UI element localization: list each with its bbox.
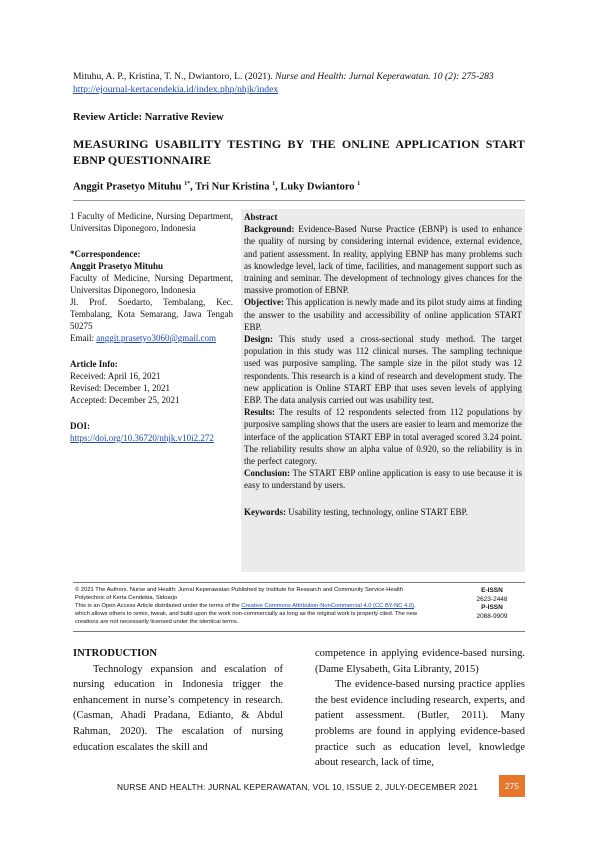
body-column-right xyxy=(315,646,525,771)
article-sidebar xyxy=(70,210,233,444)
correspondence-email: Email: anggit.prasetyo3060@gmail.com xyxy=(70,333,217,343)
intro-paragraph-1: Technology expansion and escalation of nursing education in Indonesia trigger the enhancement in nurse’s competency in research. (Casman, Ahadi Pradana, Edianto, & Abdul Rahman, 2020). The escalation of nursing education escalates the skill and xyxy=(73,663,283,753)
correspondence-address: Jl. Prof. Soedarto, Tembalang, Kec. Tembalang, Kota Semarang, Jawa Tengah 50275 xyxy=(70,297,233,331)
issn-block: E-ISSN 2623-2448 P-ISSN 2088-9909 xyxy=(476,587,508,620)
article-info-heading: Article Info: xyxy=(70,359,118,369)
paper-title: MEASURING USABILITY TESTING BY THE ONLINE APPLICATION START EBNP QUESTIONNAIRE xyxy=(73,137,525,167)
email-link[interactable]: anggit.prasetyo3060@gmail.com xyxy=(96,333,217,343)
journal-url-link[interactable]: http://ejournal-kertacendekia.id/index.php/nhjk/index xyxy=(73,84,279,95)
affiliation: 1 Faculty of Medicine, Nursing Department, Universitas Diponegoro, Indonesia xyxy=(70,211,233,233)
abstract-background: Background: Evidence-Based Nurse Practice (EBNP) is used to enhance the quality of nursing by considering internal evidence, external evidence, and patient assessment. In reality, applying EBNP has many problems such as knowledge level, lack of time, facilities, and management support such as training and seminar. The development of technology gives chances for the massive promotion of EBNP. xyxy=(244,224,522,296)
abstract-objective: Objective: This application is newly made and its pilot study aims at finding the answer to the usability and accessibility of online application START EBP. xyxy=(244,297,522,332)
correspondence-dept: Faculty of Medicine, Nursing Department, Universitas Diponegoro, Indonesia xyxy=(70,273,233,295)
abstract-design: Design: This study used a cross-sectional study method. The target population in this study was 112 clinical nurses. The sampling technique used was purposive sampling. The sample size in the pilot study was 12 respondents. This research is a kind of research and development study. The new application is Online START EBP that uses seven levels of applying EBP. The data analysis carried out was usability test. xyxy=(244,334,522,406)
doi-heading: DOI: xyxy=(70,421,90,431)
intro-heading: INTRODUCTION xyxy=(73,648,158,659)
correspondence-name: Anggit Prasetyo Mituhu xyxy=(70,261,163,271)
title-divider xyxy=(73,200,525,201)
citation-authors: Mituhu, A. P., Kristina, T. N., Dwiantoro, L. (2021). xyxy=(73,71,276,82)
doi-link[interactable]: https://doi.org/10.36720/nhjk.v10i2.272 xyxy=(70,433,214,443)
copyright-notice xyxy=(73,582,525,632)
revised-date: Revised: December 1, 2021 xyxy=(70,383,170,393)
author-list: Anggit Prasetyo Mituhu $^{1*}$, Tri Nur Kristina $^1$, Luky Dwiantoro $^1$ xyxy=(73,181,361,193)
intro-paragraph-2: The evidence-based nursing practice applies the best evidence including research, experts, and patient assessment. (Butler, 2011). Many problems are found in applying evidence-based practice such as education level, knowledge about research, lack of time, xyxy=(315,679,525,769)
received-date: Received: April 16, 2021 xyxy=(70,371,161,381)
citation-journal: Nurse and Health: Jurnal Keperawatan. 10 (2): 275-283 xyxy=(275,71,494,82)
copyright-text: © 2021 The Authors. Nurse and Health: Jurnal Keperawatan Published by Institute for Research and Community Service-Health Polytechnic of Kerta Cendekia, Sidoarjo This is an Open Access Article distributed under the terms of the Creative Commons Attribution-NonCommercial 4.0 (CC BY-NC 4.0), which allows others to remix, tweak, and build upon the work non-commercially as long as the original work is properly cited. The new creations are not necessarily licensed under the identical terms. xyxy=(75,587,418,625)
running-footer: NURSE AND HEALTH: JURNAL KEPERAWATAN, VOL 10, ISSUE 2, JULY-DECEMBER 2021 xyxy=(116,782,479,792)
body-column-left xyxy=(73,646,283,755)
citation xyxy=(73,70,523,96)
page-number: 275 xyxy=(499,775,525,797)
intro-paragraph-1-cont: competence in applying evidence-based nursing. (Dame Elysabeth, Gita Libranty, 2015) xyxy=(315,648,525,675)
abstract-results: Results: The results of 12 respondents selected from 112 populations by purposive sampling shows that the users are easier to learn and memorize the interface of the application START EBP in total averaged scored 3.24 point. The reliability results show an alpha value of 0.920, so the reliability is in the perfect category. xyxy=(244,407,522,467)
correspondence-heading: *Correspondence: xyxy=(70,249,141,259)
abstract-keywords: Keywords: Usability testing, technology, online START EBP. xyxy=(244,506,468,517)
abstract-heading: Abstract xyxy=(244,212,278,222)
accepted-date: Accepted: December 25, 2021 xyxy=(70,395,180,405)
abstract-conclusion: Conclusion: The START EBP online application is easy to use because it is easy to understand by users. xyxy=(244,468,522,491)
abstract-box xyxy=(241,209,525,572)
article-type: Review Article: Narrative Review xyxy=(73,112,224,123)
license-link[interactable]: Creative Commons Attribution-NonCommercial 4.0 (CC BY-NC 4.0) xyxy=(241,603,415,609)
